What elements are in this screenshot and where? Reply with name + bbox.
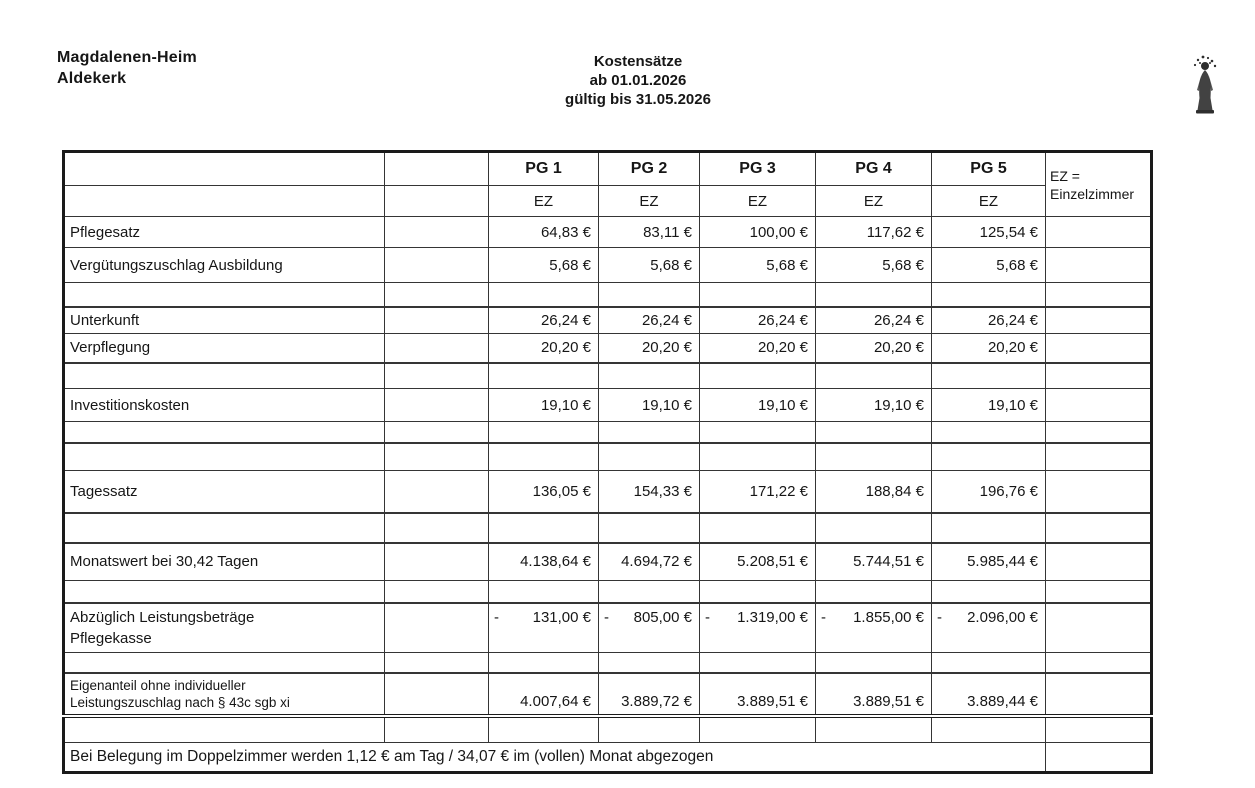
verguetungszuschlag-pg5: 5,68 € [932,248,1046,283]
empty-cell [932,581,1046,603]
row-pflegesatz [64,217,1152,248]
empty-cell [385,513,489,543]
empty-cell [816,283,932,307]
empty-cell [385,217,489,248]
tagessatz-pg1: 136,05 € [489,471,599,513]
empty-cell [599,581,700,603]
column-header-pg3: PG 3 [700,152,816,186]
magdalene-statue-icon [1185,52,1225,118]
empty-cell [385,283,489,307]
empty-cell [816,513,932,543]
empty-cell [385,603,489,653]
room-type-header-pg1: EZ [489,186,599,217]
verguetungszuschlag-pg1: 5,68 € [489,248,599,283]
row-label-verguetungszuschlag: Vergütungszuschlag Ausbildung [64,248,385,283]
monatswert-pg3: 5.208,51 € [700,543,816,581]
empty-cell [489,513,599,543]
empty-cell [64,443,385,471]
empty-cell [64,186,385,217]
pflegesatz-pg4: 117,62 € [816,217,932,248]
row-tagessatz [64,471,1152,513]
abzueglich-amount-pg3: 1.319,00 € [737,608,808,626]
empty-cell [599,283,700,307]
empty-cell [64,152,385,186]
row-investitionskosten [64,389,1152,422]
legend-cell [1046,152,1152,217]
legend-abbreviation: EZ = [1050,167,1080,184]
empty-cell [1046,283,1152,307]
room-type-header-pg4: EZ [816,186,932,217]
empty-cell [700,716,816,743]
empty-cell [385,673,489,716]
empty-cell [599,363,700,389]
row-label-monatswert: Monatswert bei 30,42 Tagen [64,543,385,581]
empty-cell [385,443,489,471]
valid-from-line: ab 01.01.2026 [589,72,687,89]
investitionskosten-pg1: 19,10 € [489,389,599,422]
abzueglich-amount-pg2: 805,00 € [633,608,692,626]
unterkunft-pg4: 26,24 € [816,307,932,334]
minus-sign: - [604,608,609,626]
column-header-pg4: PG 4 [816,152,932,186]
empty-cell [700,653,816,673]
empty-cell [1046,716,1152,743]
empty-cell [1046,673,1152,716]
eigenanteil-label-line2: Leistungszuschlag nach § 43c sgb xi [70,694,290,710]
empty-cell [489,653,599,673]
spacer-row [64,422,1152,443]
abzueglich-label-line1: Abzüglich Leistungsbeträge [70,608,255,626]
monatswert-pg5: 5.985,44 € [932,543,1046,581]
empty-cell [932,422,1046,443]
investitionskosten-pg2: 19,10 € [599,389,700,422]
empty-cell [489,581,599,603]
eigenanteil-pg2: 3.889,72 € [599,673,700,716]
spacer-row [64,716,1152,743]
empty-cell [385,152,489,186]
room-type-header-pg5: EZ [932,186,1046,217]
empty-cell [816,363,932,389]
empty-cell [700,283,816,307]
eigenanteil-pg3: 3.889,51 € [700,673,816,716]
abzueglich-amount-pg1: 131,00 € [532,608,591,626]
tagessatz-pg4: 188,84 € [816,471,932,513]
eigenanteil-pg4: 3.889,51 € [816,673,932,716]
empty-cell [700,581,816,603]
empty-cell [932,513,1046,543]
row-abzueglich-leistungsbetraege [64,603,1152,653]
row-label-eigenanteil [64,673,385,716]
empty-cell [599,443,700,471]
monatswert-pg1: 4.138,64 € [489,543,599,581]
verguetungszuschlag-pg2: 5,68 € [599,248,700,283]
empty-cell [1046,443,1152,471]
empty-cell [385,543,489,581]
row-eigenanteil [64,673,1152,716]
row-label-tagessatz: Tagessatz [64,471,385,513]
empty-cell [385,653,489,673]
empty-cell [385,307,489,334]
empty-cell [700,422,816,443]
spacer-row [64,581,1152,603]
empty-cell [700,513,816,543]
organization-header [57,47,197,89]
abzueglich-pg2 [599,603,700,653]
empty-cell [700,363,816,389]
row-monatswert [64,543,1152,581]
empty-cell [64,363,385,389]
eigenanteil-pg1: 4.007,64 € [489,673,599,716]
empty-cell [1046,653,1152,673]
verpflegung-pg1: 20,20 € [489,334,599,363]
empty-cell [489,716,599,743]
empty-cell [1046,334,1152,363]
document-title-line: Kostensätze [593,53,683,70]
verguetungszuschlag-pg4: 5,68 € [816,248,932,283]
row-label-verpflegung: Verpflegung [64,334,385,363]
abzueglich-label-line2: Pflegekasse [70,629,152,647]
empty-cell [489,422,599,443]
spacer-row [64,653,1152,673]
row-label-pflegesatz: Pflegesatz [64,217,385,248]
empty-cell [816,653,932,673]
monatswert-pg4: 5.744,51 € [816,543,932,581]
empty-cell [385,248,489,283]
empty-cell [816,716,932,743]
empty-cell [932,716,1046,743]
empty-cell [489,443,599,471]
investitionskosten-pg4: 19,10 € [816,389,932,422]
empty-cell [599,513,700,543]
verpflegung-pg4: 20,20 € [816,334,932,363]
row-verguetungszuschlag [64,248,1152,283]
eigenanteil-label-line1: Eigenanteil ohne individueller [70,677,246,693]
empty-cell [385,363,489,389]
monatswert-pg2: 4.694,72 € [599,543,700,581]
empty-cell [816,422,932,443]
empty-cell [1046,581,1152,603]
row-label-investitionskosten: Investitionskosten [64,389,385,422]
empty-cell [1046,513,1152,543]
empty-cell [932,283,1046,307]
empty-cell [385,389,489,422]
tagessatz-pg3: 171,22 € [700,471,816,513]
empty-cell [385,186,489,217]
minus-sign: - [821,608,826,626]
empty-cell [489,283,599,307]
minus-sign: - [705,608,710,626]
abzueglich-amount-pg4: 1.855,00 € [853,608,924,626]
empty-cell [1046,743,1152,773]
abzueglich-pg4 [816,603,932,653]
tagessatz-pg5: 196,76 € [932,471,1046,513]
unterkunft-pg2: 26,24 € [599,307,700,334]
abzueglich-amount-pg5: 2.096,00 € [967,608,1038,626]
empty-cell [1046,248,1152,283]
empty-cell [1046,363,1152,389]
empty-cell [932,653,1046,673]
empty-cell [1046,307,1152,334]
pflegesatz-pg5: 125,54 € [932,217,1046,248]
room-type-header-pg2: EZ [599,186,700,217]
spacer-row [64,363,1152,389]
row-label-abzueglich [64,603,385,653]
investitionskosten-pg5: 19,10 € [932,389,1046,422]
empty-cell [1046,471,1152,513]
abzueglich-pg3 [700,603,816,653]
column-header-pg5: PG 5 [932,152,1046,186]
legend-meaning: Einzelzimmer [1050,185,1135,202]
unterkunft-pg3: 26,24 € [700,307,816,334]
document-title [438,52,838,109]
pflegesatz-pg3: 100,00 € [700,217,816,248]
empty-cell [385,422,489,443]
verguetungszuschlag-pg3: 5,68 € [700,248,816,283]
row-verpflegung [64,334,1152,363]
empty-cell [64,716,385,743]
verpflegung-pg5: 20,20 € [932,334,1046,363]
empty-cell [489,363,599,389]
abzueglich-pg1 [489,603,599,653]
column-header-pg1: PG 1 [489,152,599,186]
empty-cell [932,363,1046,389]
empty-cell [64,513,385,543]
eigenanteil-pg5: 3.889,44 € [932,673,1046,716]
empty-cell [64,653,385,673]
empty-cell [599,653,700,673]
empty-cell [385,471,489,513]
empty-cell [700,443,816,471]
empty-cell [1046,603,1152,653]
empty-cell [1046,389,1152,422]
empty-cell [816,443,932,471]
empty-cell [599,716,700,743]
spacer-row [64,283,1152,307]
row-label-unterkunft: Unterkunft [64,307,385,334]
empty-cell [1046,422,1152,443]
cost-rates-table [62,150,1153,774]
empty-cell [64,422,385,443]
minus-sign: - [937,608,942,626]
empty-cell [1046,217,1152,248]
room-type-header-pg3: EZ [700,186,816,217]
column-header-pg2: PG 2 [599,152,700,186]
spacer-row [64,443,1152,471]
investitionskosten-pg3: 19,10 € [700,389,816,422]
empty-cell [599,422,700,443]
empty-cell [932,443,1046,471]
pflegesatz-pg2: 83,11 € [599,217,700,248]
row-doppelzimmer-note [64,743,1152,773]
unterkunft-pg5: 26,24 € [932,307,1046,334]
empty-cell [816,581,932,603]
organization-name: Magdalenen-Heim [57,49,197,66]
doppelzimmer-note: Bei Belegung im Doppelzimmer werden 1,12 € am Tag / 34,07 € im (vollen) Monat abgezogen [64,743,1046,773]
header-row-ez [64,186,1152,217]
empty-cell [64,283,385,307]
unterkunft-pg1: 26,24 € [489,307,599,334]
empty-cell [385,334,489,363]
minus-sign: - [494,608,499,626]
verpflegung-pg3: 20,20 € [700,334,816,363]
empty-cell [385,716,489,743]
header-row-pg [64,152,1152,186]
valid-until-line: gültig bis 31.05.2026 [565,91,711,108]
abzueglich-pg5 [932,603,1046,653]
empty-cell [385,581,489,603]
tagessatz-pg2: 154,33 € [599,471,700,513]
row-unterkunft [64,307,1152,334]
organization-location: Aldekerk [57,70,127,87]
empty-cell [1046,543,1152,581]
pflegesatz-pg1: 64,83 € [489,217,599,248]
empty-cell [64,581,385,603]
verpflegung-pg2: 20,20 € [599,334,700,363]
spacer-row [64,513,1152,543]
